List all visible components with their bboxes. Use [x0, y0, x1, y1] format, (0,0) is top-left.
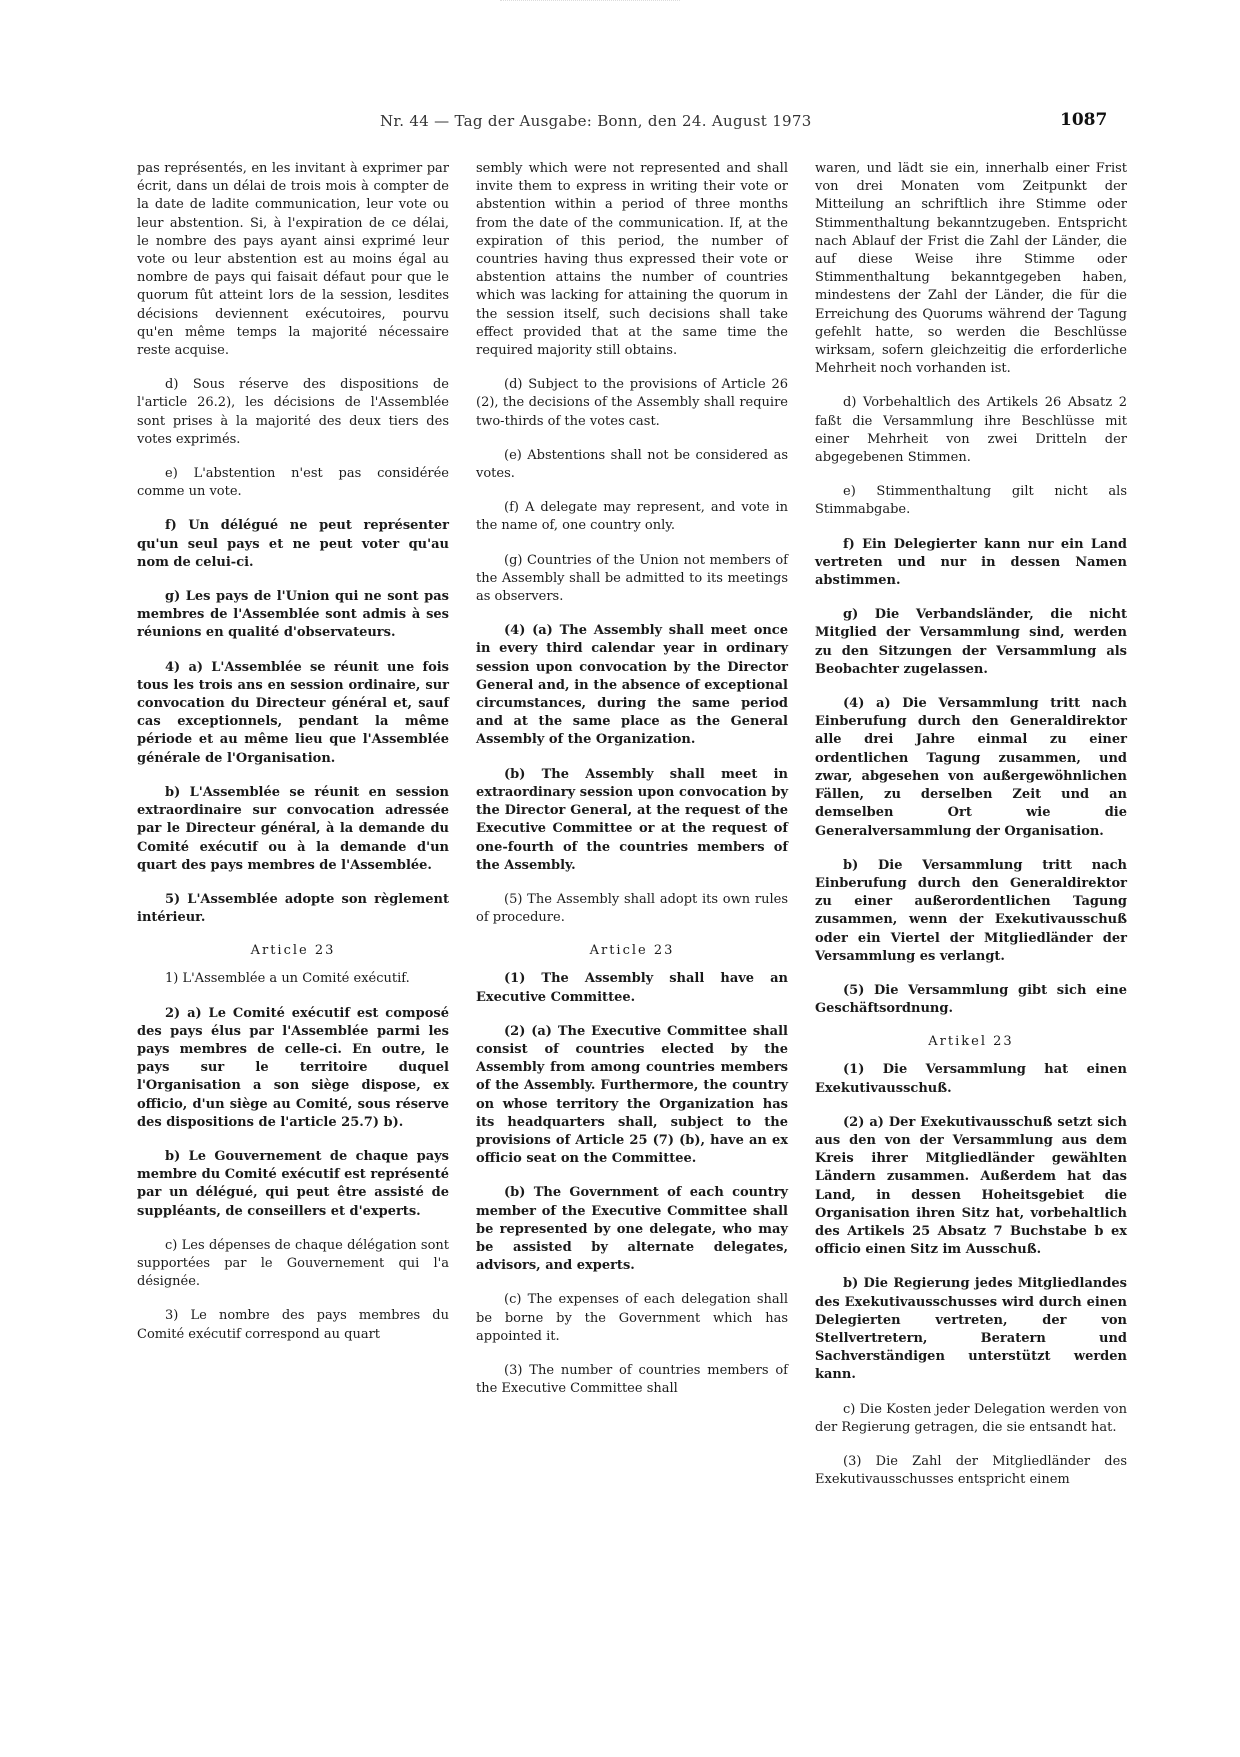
page-number: 1087: [1060, 110, 1108, 130]
paragraph: (3) The number of countries members of the Executive Committee shall: [476, 1362, 788, 1397]
paragraph: 1) L'Assemblée a un Comité exécutif.: [165, 971, 410, 987]
column-english: [476, 160, 788, 1505]
paragraph: 2) a) Le Comité exécutif est composé des pays élus par l'Assemblée parmi les pays membres de celle-ci. En outre, le pays sur le territoire duquel l'Organisation a son siège dispose, ex officio, d'un siège au Comité, sous réserve des dispositions de l'article 25.7) b).: [137, 1005, 449, 1130]
paragraph: (2) a) Der Exekutivausschuß setzt sich aus den von der Versammlung aus dem Kreis ihrer Mitgliedländer gewählten Ländern zusammen. Außerdem hat das Land, in dessen Hoheitsgebiet die Organisation ihren Sitz hat, vorbehaltlich des Artikels 25 Absatz 7 Buchstabe b ex officio einen Sitz im Ausschuß.: [815, 1114, 1127, 1258]
paragraph: b) L'Assemblée se réunit en session extraordinaire sur convocation adressée par le Directeur général, à la demande du Comité exécutif ou à la demande d'un quart des pays membres de l'Assemblée.: [137, 784, 449, 873]
column-french: [137, 160, 449, 1505]
paragraph: (1) The Assembly shall have an Executive Committee.: [476, 971, 788, 1005]
paragraph: (e) Abstentions shall not be considered as votes.: [476, 447, 788, 482]
paragraph: (d) Subject to the provisions of Article 26 (2), the decisions of the Assembly shall require two-thirds of the votes cast.: [476, 377, 788, 429]
paragraph: 3) Le nombre des pays membres du Comité exécutif correspond au quart: [137, 1308, 449, 1342]
scan-artifact: [500, 0, 680, 7]
paragraph: e) L'abstention n'est pas considérée comme un vote.: [137, 466, 449, 500]
article-heading: Artikel 23: [928, 1034, 1014, 1050]
paragraph: g) Die Verbandsländer, die nicht Mitglied der Versammlung sind, werden zu den Sitzungen der Versammlung als Beobachter zugelassen.: [815, 607, 1127, 677]
paragraph: (1) Die Versammlung hat einen Exekutivausschuß.: [815, 1062, 1127, 1096]
paragraph: (2) (a) The Executive Committee shall consist of countries elected by the Assembly from among countries members of the Assembly. Furthermore, the country on whose territory the Organization has its headquarters shall, subject to the provisions of Article 25 (7) (b), have an ex officio seat on the Committee.: [476, 1023, 788, 1167]
paragraph: b) Die Versammlung tritt nach Einberufung durch den Generaldirektor zu einer außerordentlichen Tagung zusammen, wenn der Exekutivausschuß oder ein Viertel der Mitgliedländer der Versammlung es verlangt.: [815, 857, 1127, 964]
trilingual-columns: [137, 160, 1127, 1505]
paragraph: f) Un délégué ne peut représenter qu'un seul pays et ne peut voter qu'au nom de celui-ci.: [137, 518, 449, 570]
paragraph: c) Les dépenses de chaque délégation sont supportées par le Gouvernement qui l'a désignée.: [137, 1237, 449, 1290]
paragraph: (5) Die Versammlung gibt sich eine Geschäftsordnung.: [815, 982, 1127, 1017]
paragraph: d) Vorbehaltlich des Artikels 26 Absatz 2 faßt die Versammlung ihre Beschlüsse mit einer Mehrheit von zwei Dritteln der abgegebenen Stimmen.: [815, 395, 1127, 466]
paragraph: d) Sous réserve des dispositions de l'article 26.2), les décisions de l'Assemblée sont prises à la majorité des deux tiers des votes exprimés.: [137, 377, 449, 447]
paragraph: sembly which were not represented and shall invite them to express in writing their vote or abstention within a period of three months from the date of the communication. If, at the expiration of this period, the number of countries having thus expressed their vote or abstention attains the number of countries which was lacking for attaining the quorum in the session itself, such decisions shall take effect provided that at the same time the required majority still obtains.: [476, 161, 788, 359]
paragraph: (b) The Assembly shall meet in extraordinary session upon convocation by the Director General, at the request of the Executive Committee or at the request of one-fourth of the countries members of the Assembly.: [476, 766, 788, 873]
header-title: Nr. 44 — Tag der Ausgabe: Bonn, den 24. August 1973: [380, 112, 812, 130]
paragraph: (f) A delegate may represent, and vote in the name of, one country only.: [476, 500, 788, 534]
paragraph: b) Die Regierung jedes Mitgliedlandes des Exekutivausschusses wird durch einen Delegierten vertreten, der von Stellvertretern, Beratern und Sachverständigen unterstützt werden kann.: [815, 1276, 1127, 1383]
article-heading: Article 23: [250, 943, 336, 959]
paragraph: f) Ein Delegierter kann nur ein Land vertreten und nur in dessen Namen abstimmen.: [815, 536, 1127, 589]
paragraph: (c) The expenses of each delegation shall be borne by the Government which has appointed it.: [476, 1292, 788, 1344]
paragraph: pas représentés, en les invitant à exprimer par écrit, dans un délai de trois mois à compter de la date de ladite communication, leur vote ou leur abstention. Si, à l'expiration de ce délai, le nombre des pays ayant ainsi exprimé leur vote ou leur abstention est au moins égal au nombre de pays qui faisait défaut pour que le quorum fût atteint lors de la session, lesdites décisions deviennent exécutoires, pourvu qu'en même temps la majorité nécessaire reste acquise.: [137, 161, 449, 359]
paragraph: (g) Countries of the Union not members of the Assembly shall be admitted to its meetings as observers.: [476, 552, 788, 605]
paragraph: (3) Die Zahl der Mitgliedländer des Exekutivausschusses entspricht einem: [815, 1453, 1127, 1488]
paragraph: (4) a) Die Versammlung tritt nach Einberufung durch den Generaldirektor alle drei Jahre einmal zu einer ordentlichen Tagung zusammen, und zwar, abgesehen von außergewöhnlichen Fällen, zu derselben Zeit und an demselben Ort wie die Generalversammlung der Organisation.: [815, 696, 1127, 839]
paragraph: c) Die Kosten jeder Delegation werden von der Regierung getragen, die sie entsandt hat.: [815, 1401, 1127, 1435]
article-heading: Article 23: [589, 943, 675, 959]
paragraph: (5) The Assembly shall adopt its own rules of procedure.: [476, 891, 788, 926]
paragraph: e) Stimmenthaltung gilt nicht als Stimmabgabe.: [815, 484, 1127, 518]
page-header: [0, 112, 1240, 136]
column-german: [815, 160, 1127, 1505]
paragraph: b) Le Gouvernement de chaque pays membre du Comité exécutif est représenté par un délégué, qui peut être assisté de suppléants, de conseillers et d'experts.: [137, 1148, 449, 1219]
paragraph: 5) L'Assemblée adopte son règlement intérieur.: [137, 891, 449, 926]
paragraph: 4) a) L'Assemblée se réunit une fois tous les trois ans en session ordinaire, sur convocation du Directeur général et, sauf cas exceptionnels, pendant la même période et au même lieu que l'Assemblée générale de l'Organisation.: [137, 659, 449, 766]
paragraph: (4) (a) The Assembly shall meet once in every third calendar year in ordinary session upon convocation by the Director General and, in the absence of exceptional circumstances, during the same period and at the same place as the General Assembly of the Organization.: [476, 623, 788, 748]
paragraph: g) Les pays de l'Union qui ne sont pas membres de l'Assemblée sont admis à ses réunions en qualité d'observateurs.: [137, 589, 449, 641]
paragraph: (b) The Government of each country member of the Executive Committee shall be represented by one delegate, who may be assisted by alternate delegates, advisors, and experts.: [476, 1185, 788, 1274]
paragraph: waren, und lädt sie ein, innerhalb einer Frist von drei Monaten vom Zeitpunkt der Mitteilung an schriftlich ihre Stimme oder Stimmenthaltung bekanntzugeben. Entspricht nach Ablauf der Frist die Zahl der Länder, die auf diese Weise ihre Stimme oder Stimmenthaltung bekanntgegeben haben, mindestens der Zahl der Länder, die für die Erreichung des Quorums während der Tagung gefehlt hatte, so werden die Beschlüsse wirksam, sofern gleichzeitig die erforderliche Mehrheit noch vorhanden ist.: [815, 161, 1127, 377]
